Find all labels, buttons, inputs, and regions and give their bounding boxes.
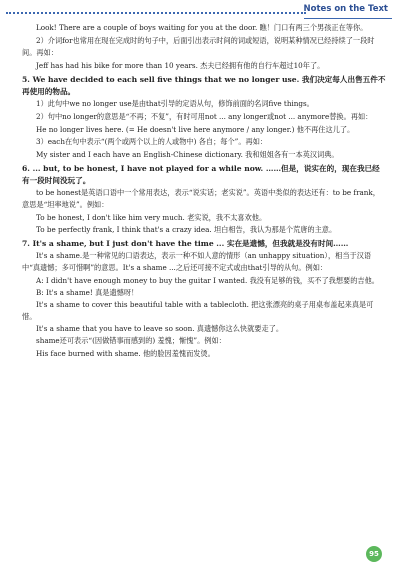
text-paragraph: 2）介词for也常用在现在完成时的句子中，后面引出表示时间的词或短语，说明某种情况已经持续了一段时间。再如： [22,36,375,57]
note-heading-5: 5. We have decided to each sell five things that we no longer use. 我们决定每人出售五件不再使用的物品。 [22,75,386,96]
example-sentence: My sister and I each have an English-Chinese dictionary. 我和姐姐各有一本英汉词典。 [36,150,339,159]
section-title: Notes on the Text [303,4,388,14]
page-header [0,4,402,20]
text-paragraph: to be honest是英语口语中一个常用表达，表示“说实话；老实说”。英语中类似的表达还有：to be frank，意思是“坦率地说”。例如： [22,188,380,209]
example-sentence: It's a shame to cover this beautiful table with a tablecloth. 把这张漂亮的桌子用桌布盖起来真是可惜。 [22,300,374,321]
page-number-badge: 95 [366,546,382,562]
example-sentence: To be perfectly frank, I think that's a crazy idea. 坦白相告，我认为那是个荒唐的主意。 [36,225,337,234]
example-sentence: He no longer lives here. (= He doesn't live here anymore / any longer.) 他不再住这儿了。 [36,125,355,134]
header-dotted-line [6,12,306,14]
text-paragraph: 3）each在句中表示“(两个或两个以上的人或物中) 各自；每个”。再如： [36,137,268,146]
example-sentence: Jeff has had his bike for more than 10 years. 杰夫已经拥有他的自行车超过10年了。 [36,61,325,70]
example-sentence: To be honest, I don't like him very much. 老实说，我不太喜欢他。 [36,213,267,222]
note-heading-7: 7. It's a shame, but I just don't have the time ... 实在是遗憾，但我就是没有时间…… [22,239,349,248]
example-sentence: His face burned with shame. 他的脸因羞愧而发烫。 [36,349,215,358]
example-sentence: A: I didn't have enough money to buy the guitar I wanted. 我没有足够的钱，买不了我想要的吉他。 [36,276,379,285]
example-sentence: B: It's a shame! 真是遗憾呀！ [36,288,139,297]
text-paragraph: 1）此句中we no longer use是由that引导的定语从句，修饰前面的名词five things。 [36,99,314,108]
text-paragraph: 2）句中no longer的意思是“不再；不复”，有时可用not ... any longer或not ... anymore替换。再如： [36,112,373,121]
text-paragraph: It's a shame.是一种常见的口语表达，表示一种不如人意的情形（an unhappy situation），相当于汉语中“真遗憾；多可惜啊”的意思。It's a shame ...之后还可接不定式或由that引导的从句。例如： [22,251,372,272]
notes-content [22,22,386,360]
header-underline [304,18,392,19]
text-paragraph: shame还可表示“(因做错事而感到的) 羞愧；惭愧”。例如： [36,336,226,345]
example-sentence: It's a shame that you have to leave so soon. 真遗憾你这么快就要走了。 [36,324,284,333]
note-heading-6: 6. ... but, to be honest, I have not played for a while now. ……但是，说实在的，现在我已经有一段时间没玩了。 [22,164,380,185]
text-paragraph: Look! There are a couple of boys waiting for you at the door. 瞧！门口有两三个男孩正在等你。 [36,23,368,32]
